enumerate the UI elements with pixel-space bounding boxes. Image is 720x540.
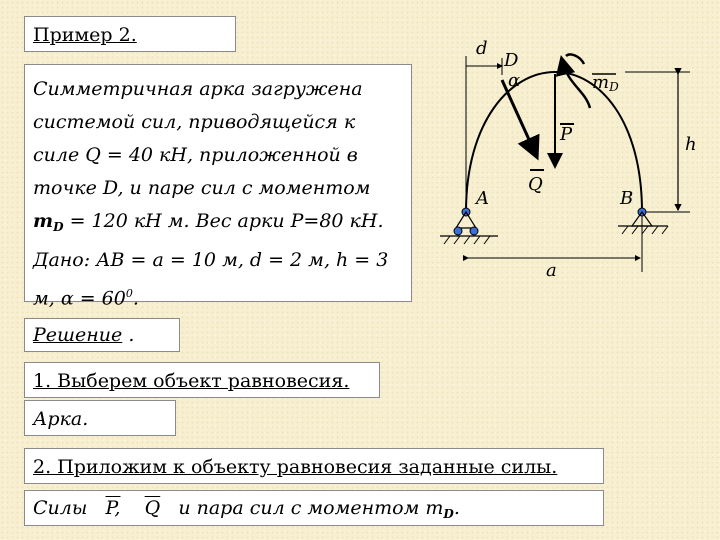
problem-line-7 [33, 277, 403, 315]
problem-line-1: Симметричная арка загружена [33, 78, 363, 100]
forces-box [24, 490, 604, 526]
step1-text: 1. Выберем объект равновесия. [33, 370, 350, 392]
moment-arc [566, 54, 584, 64]
solution-label: Решение [33, 324, 123, 346]
problem-line-6: Дано: АВ = а = 10 м, d = 2 м, h = 3 [33, 249, 389, 271]
label-mD [592, 72, 619, 94]
label-mD-subscript: D [609, 80, 619, 94]
problem-statement [24, 64, 412, 310]
support-b-hatch [622, 226, 668, 234]
label-a: a [546, 260, 557, 281]
label-A: A [476, 188, 489, 209]
arch-diagram [420, 30, 710, 300]
example-title: Пример 2. [33, 24, 137, 46]
label-Q: Q [528, 174, 543, 195]
object-box [24, 400, 176, 436]
label-D: D [504, 50, 519, 71]
problem-line-4: точке D, и паре сил с моментом [33, 177, 371, 199]
support-a-roller-2 [470, 227, 478, 235]
label-d: d [476, 38, 488, 59]
moment-symbol: m [33, 210, 54, 232]
title-box [24, 16, 236, 52]
object-text: Арка. [33, 408, 89, 430]
label-P: P [560, 124, 573, 145]
step1-box [24, 362, 380, 398]
forces-moment-symbol: m [425, 497, 444, 519]
problem-line-5 [33, 205, 403, 244]
step2-text: 2. Приложим к объекту равновесия заданные силы. [33, 456, 558, 478]
solution-dot: . [128, 324, 135, 346]
solution-box [24, 318, 180, 352]
label-B: B [620, 188, 634, 209]
degree-superscript: 0 [125, 287, 133, 300]
label-h: h [685, 134, 697, 155]
problem-line-7-text: м, α = 60 [33, 287, 126, 310]
moment-subscript: D [53, 220, 64, 234]
forces-prefix: Силы [33, 497, 88, 519]
support-a-roller-1 [454, 227, 462, 235]
forces-moment-subscript: D [443, 507, 454, 521]
moment-arc-arrow [562, 60, 590, 108]
step2-box [24, 448, 604, 484]
force-q-arrow [502, 80, 536, 155]
problem-line-3: силе Q = 40 кН, приложенной в [33, 144, 358, 166]
forces-middle: и пара сил с моментом [178, 497, 420, 519]
forces-end-dot: . [453, 497, 460, 519]
force-p-symbol: P, [105, 497, 121, 519]
problem-line-5-text: = 120 кН м. Вес арки P=80 кН. [69, 210, 384, 232]
label-mD-symbol: m [592, 72, 610, 93]
label-alpha: α [508, 70, 521, 91]
problem-line-2: системой сил, приводящейся к [33, 111, 356, 133]
force-q-symbol: $\overline{Q}$ [144, 497, 161, 519]
support-a-hatch [444, 236, 490, 244]
problem-end-dot: . [132, 287, 139, 310]
